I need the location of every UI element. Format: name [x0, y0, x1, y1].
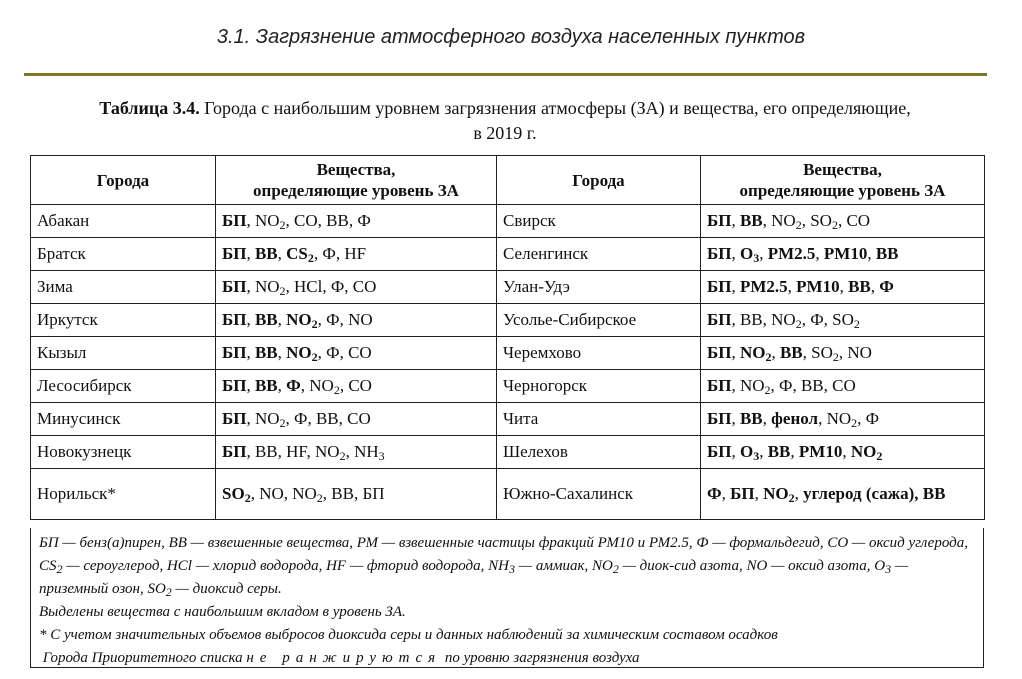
notes-priority: Города Приоритетного списка не ранжируются по уровню загрязнения воздуха — [42, 650, 640, 666]
substances-cell-right: БП, $O_3$, PM2.5, PM10, ВВ — [701, 238, 985, 271]
city-cell-right: Черемхово — [497, 337, 701, 370]
city-cell-right: Черногорск — [497, 370, 701, 403]
substances-cell-left: $SO_2$, NO, $NO_2$, ВВ, БП — [216, 469, 497, 520]
city-cell-right: Южно-Сахалинск — [497, 469, 701, 520]
substances-cell-left: БП, $NO_2$, CO, ВВ, Ф — [216, 205, 497, 238]
city-cell-left: Зима — [31, 271, 216, 304]
substances-cell-right: БП, ВВ, $NO_2$, $SO_2$, CO — [701, 205, 985, 238]
city-cell-left: Лесосибирск — [31, 370, 216, 403]
table-notes — [30, 528, 984, 668]
city-cell-left: Иркутск — [31, 304, 216, 337]
substances-cell-right: Ф, БП, $NO_2$, углерод (сажа), ВВ — [701, 469, 985, 520]
city-cell-right: Свирск — [497, 205, 701, 238]
substances-cell-left: БП, ВВ, HF, $NO_2$, $NH_3$ — [216, 436, 497, 469]
header-cities-right: Города — [497, 156, 701, 205]
city-cell-right: Селенгинск — [497, 238, 701, 271]
header-substances-left: Вещества, определяющие уровень ЗА — [216, 156, 497, 205]
table-row — [31, 370, 985, 403]
notes-footnote: * С учетом значительных объемов выбросов диоксида серы и данных наблюдений за химическим составом осадков — [39, 627, 778, 643]
notes-priority-spaced: не ранжируются — [246, 650, 442, 666]
substances-cell-right: БП, $O_3$, ВВ, PM10, $NO_2$ — [701, 436, 985, 469]
substances-cell-left: БП, ВВ, $NO_2$, Ф, NO — [216, 304, 497, 337]
header-cities-left: Города — [31, 156, 216, 205]
city-cell-left: Братск — [31, 238, 216, 271]
table-caption-year: в 2019 г. — [473, 123, 537, 143]
substances-cell-left: БП, ВВ, $NO_2$, Ф, CO — [216, 337, 497, 370]
pollution-table — [30, 155, 985, 520]
substances-cell-right: БП, ВВ, фенол, $NO_2$, Ф — [701, 403, 985, 436]
city-cell-left: Абакан — [31, 205, 216, 238]
section-header: 3.1. Загрязнение атмосферного воздуха населенных пунктов — [216, 26, 806, 48]
table-row — [31, 205, 985, 238]
notes-highlighted: Выделены вещества с наибольшим вкладом в уровень ЗА. — [39, 604, 406, 620]
substances-cell-right: БП, PM2.5, PM10, ВВ, Ф — [701, 271, 985, 304]
substances-cell-right: БП, $NO_2$, ВВ, $SO_2$, NO — [701, 337, 985, 370]
substances-cell-left: БП, $NO_2$, Ф, ВВ, CO — [216, 403, 497, 436]
table-caption-label: Таблица 3.4. — [99, 98, 200, 118]
table-body — [31, 205, 985, 520]
city-cell-right: Чита — [497, 403, 701, 436]
city-cell-left: Минусинск — [31, 403, 216, 436]
table-row — [31, 304, 985, 337]
table-row — [31, 436, 985, 469]
table-header-row — [31, 156, 985, 205]
substances-cell-left: БП, $NO_2$, HCl, Ф, CO — [216, 271, 497, 304]
table-caption-text: Города с наибольшим уровнем загрязнения атмосферы (ЗА) и вещества, его определяющие, — [199, 98, 911, 118]
table-row — [31, 271, 985, 304]
header-substances-right: Вещества, определяющие уровень ЗА — [701, 156, 985, 205]
substances-cell-left: БП, ВВ, $CS_2$, Ф, HF — [216, 238, 497, 271]
city-cell-right: Усолье-Сибирское — [497, 304, 701, 337]
table-row — [31, 469, 985, 520]
table-caption — [30, 96, 980, 146]
substances-cell-right: БП, ВВ, $NO_2$, Ф, $SO_2$ — [701, 304, 985, 337]
city-cell-right: Улан-Удэ — [497, 271, 701, 304]
table-row — [31, 337, 985, 370]
section-divider — [24, 73, 987, 76]
city-cell-left: Новокузнецк — [31, 436, 216, 469]
notes-legend: БП — бенз(а)пирен, ВВ — взвешенные вещества, РМ — взвешенные частицы фракций РМ10 и РМ2.5, Ф — формальдегид, CO — оксид углерода, $CS_2$ — сероуглерод, HCl — хлорид водорода, HF — фторид водорода, $NH_3$ — аммиак, $NO_2$ — диок-сид азота, NO — оксид азота, $O_3$ — приземный озон, $SO_2$ — диоксид серы. — [39, 535, 968, 599]
city-cell-left: Кызыл — [31, 337, 216, 370]
table-row — [31, 403, 985, 436]
city-cell-right: Шелехов — [497, 436, 701, 469]
substances-cell-right: БП, $NO_2$, Ф, ВВ, CO — [701, 370, 985, 403]
substances-cell-left: БП, ВВ, Ф, $NO_2$, CO — [216, 370, 497, 403]
table-row — [31, 238, 985, 271]
city-cell-left: Норильск* — [31, 469, 216, 520]
